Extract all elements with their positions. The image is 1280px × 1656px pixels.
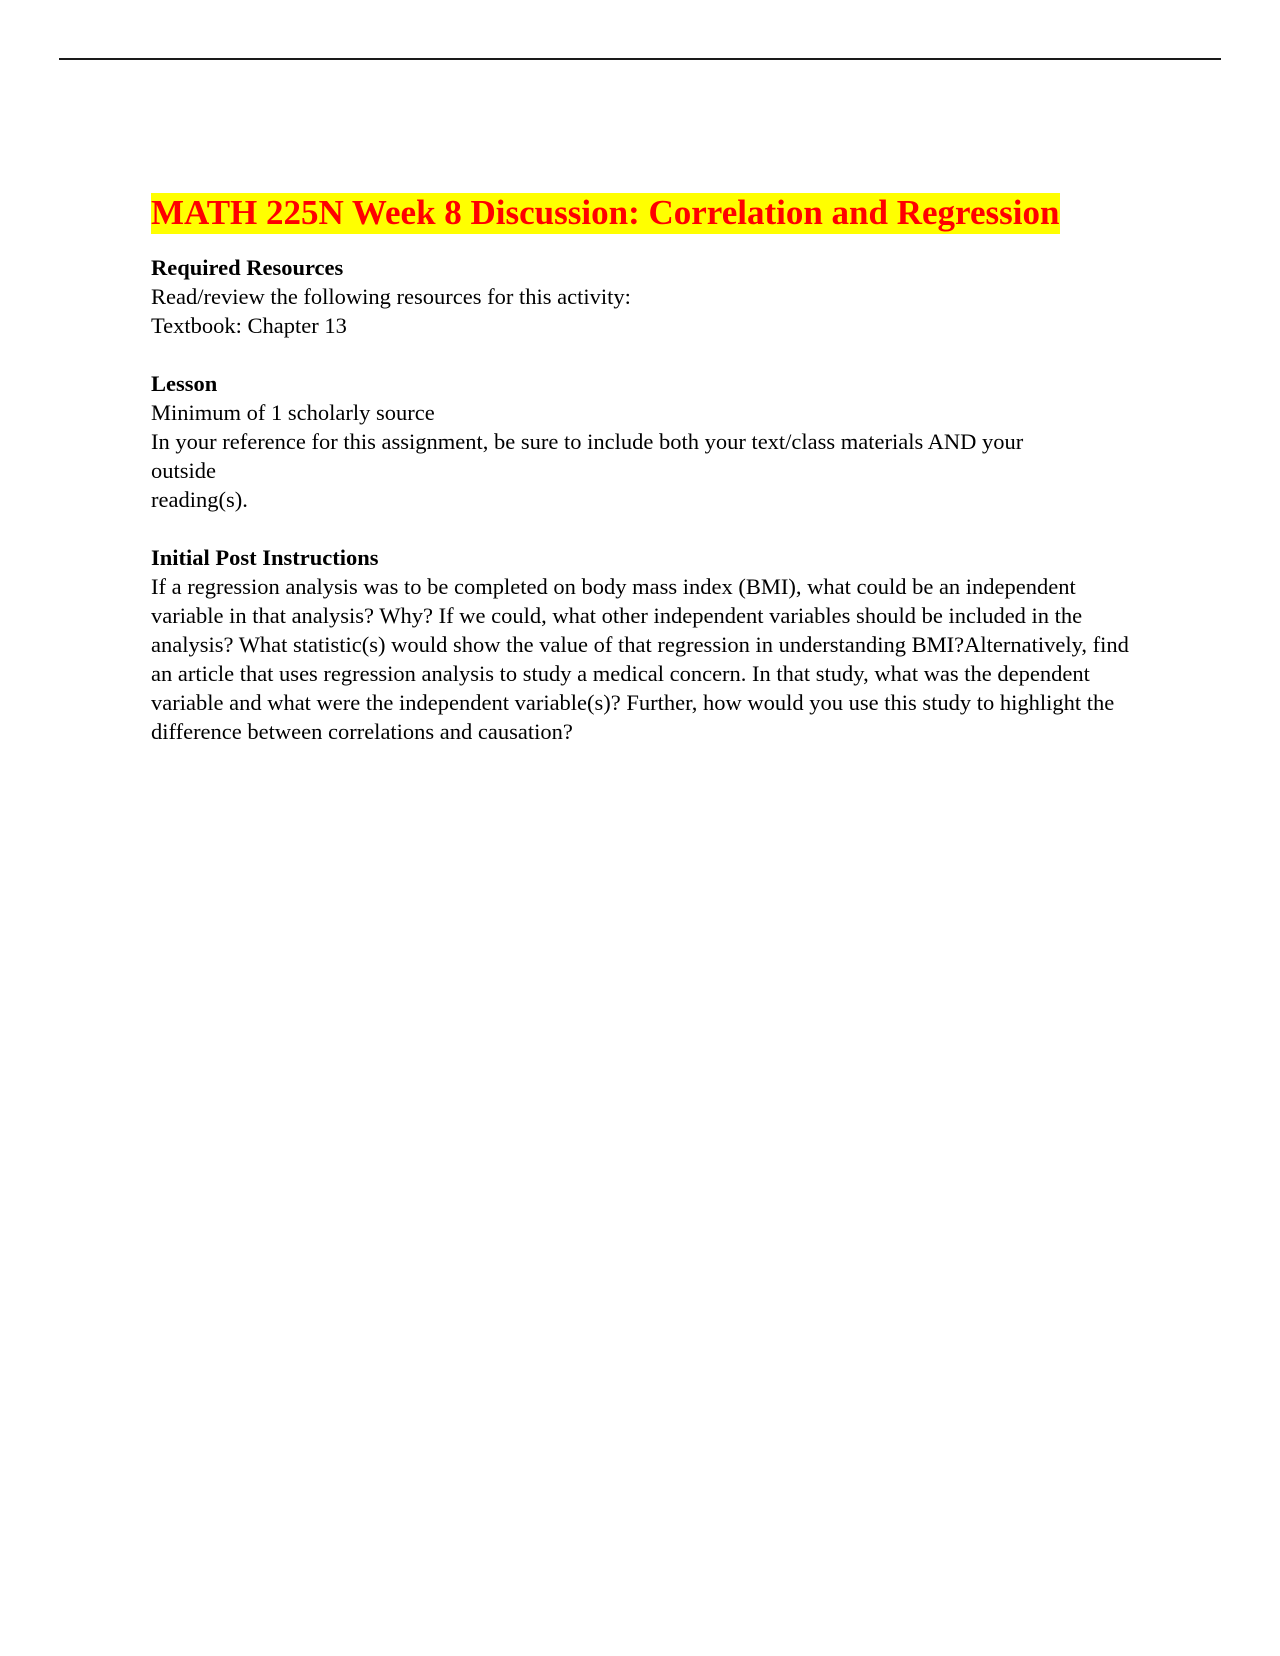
section-heading: Required Resources xyxy=(151,255,344,280)
lesson-line: outside xyxy=(151,458,216,483)
lesson-line: Minimum of 1 scholarly source xyxy=(151,400,435,425)
instructions-paragraph: If a regression analysis was to be completed on body mass index (BMI), what could be an independent variable in that analysis? Why? If we could, what other independent variables should be included in the analysis? What statistic(s) would show the value of that regression in understanding BMI?Alternatively, find an article that uses regression analysis to study a medical concern. In that study, what was the dependent variable and what were the independent variable(s)? Further, how would you use this study to highlight the difference between correlations and causation? xyxy=(151,574,1129,744)
header-rule xyxy=(59,58,1221,60)
title-highlight: MATH 225N Week 8 Discussion: Correlation and Regression xyxy=(151,193,1060,232)
section-lesson xyxy=(151,369,1136,514)
section-required-resources xyxy=(151,253,1136,340)
page-title xyxy=(151,190,1136,235)
section-heading: Lesson xyxy=(151,371,218,396)
document-body xyxy=(151,190,1136,746)
lesson-line: In your reference for this assignment, be sure to include both your text/class materials AND your xyxy=(151,429,1024,454)
resource-instruction: Read/review the following resources for this activity: xyxy=(151,284,631,309)
section-initial-post-instructions xyxy=(151,543,1136,746)
lesson-line: reading(s). xyxy=(151,487,248,512)
resource-textbook: Textbook: Chapter 13 xyxy=(151,313,347,338)
section-heading: Initial Post Instructions xyxy=(151,545,379,570)
